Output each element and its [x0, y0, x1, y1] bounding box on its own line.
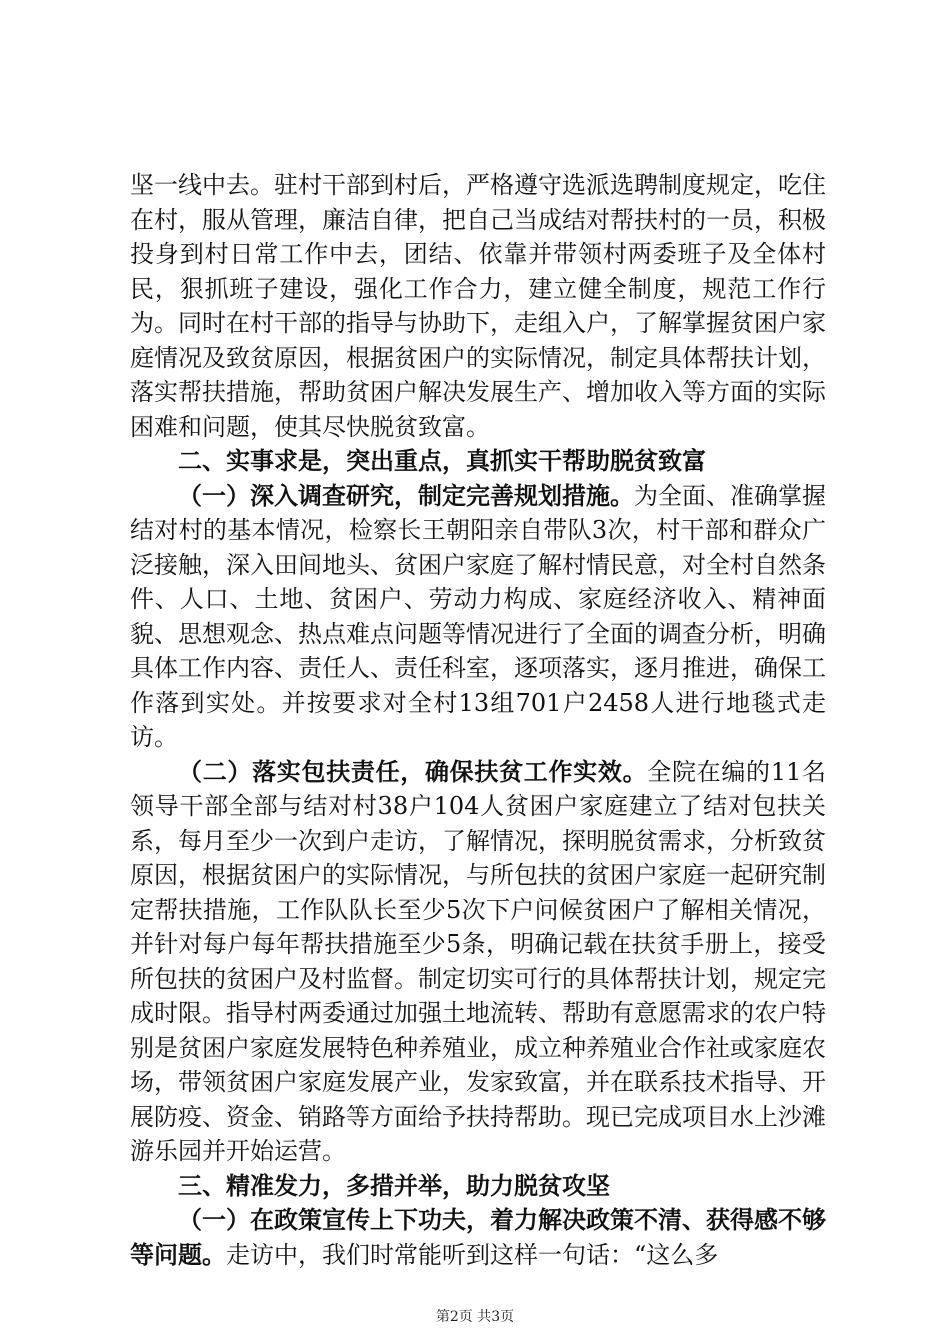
page-footer: 第2页 共3页 — [435, 1309, 515, 1325]
paragraph-3-1 — [130, 1203, 826, 1272]
paragraph-1 — [130, 168, 826, 444]
paragraph-3-1-heading: （一）在政策宣传上下功夫，着力解决政策不清、获得感不够等问题。 — [130, 1205, 826, 1269]
paragraph-2-2-text: 全院在编的11名领导干部全部与结对村38户104人贫困户家庭建立了结对包扶关系，每月至少一次到户走访，了解情况，探明脱贫需求，分析致贫原因，根据贫困户的实际情况，与所包扶的贫困户家庭一起研究制定帮扶措施，工作队队长至少5次下户问候贫困户了解相关情况，并针对每户每年帮扶措施至少5条，明确记载在扶贫手册上，接受所包扶的贫困户及村监督。制定切实可行的具体帮扶计划，规定完成时限。指导村两委通过加强土地流转、帮助有意愿需求的农户特别是贫困户家庭发展特色种养殖业，成立种养殖业合作社或家庭农场，带领贫困户家庭发展产业，发家致富，并在联系技术指导、开展防疫、资金、销路等方面给予扶持帮助。现已完成项目水上沙滩游乐园并开始运营。 — [130, 757, 826, 1165]
section-heading-2-text: 二、实事求是，突出重点，真抓实干帮助脱贫致富 — [178, 446, 706, 475]
paragraph-2-1-heading: （一）深入调查研究，制定完善规划措施。 — [178, 480, 634, 510]
paragraph-2-1-text: 为全面、准确掌握结对村的基本情况，检察长王朝阳亲自带队3次，村干部和群众广泛接触，深入田间地头、贫困户家庭了解村情民意，对全村自然条件、人口、土地、贫困户、劳动力构成、家庭经济收入、精神面貌、思想观念、热点难点问题等情况进行了全面的调查分析，明确具体工作内容、责任人、责任科室，逐项落实，逐月推进，确保工作落到实处。并按要求对全村13组701户2458人进行地毯式走访。 — [130, 481, 826, 751]
section-heading-3 — [130, 1169, 826, 1204]
paragraph-1-text: 坚一线中去。驻村干部到村后，严格遵守选派选聘制度规定，吃住在村，服从管理，廉洁自律，把自己当成结对帮扶村的一员，积极投身到村日常工作中去，团结、依靠并带领村两委班子及全体村民，狠抓班子建设，强化工作合力，建立健全制度，规范工作行为。同时在村干部的指导与协助下，走组入户，了解掌握贫困户家庭情况及致贫原因，根据贫困户的实际情况，制定具体帮扶计划，落实帮扶措施，帮助贫困户解决发展生产、增加收入等方面的实际困难和问题，使其尽快脱贫致富。 — [130, 171, 826, 441]
section-heading-3-text: 三、精准发力，多措并举，助力脱贫攻坚 — [178, 1170, 610, 1200]
document-body — [130, 168, 826, 1272]
paragraph-3-1-text: 走访中，我们时常能听到这样一句话：“这么多 — [226, 1240, 719, 1269]
paragraph-2-1 — [130, 479, 826, 755]
section-heading-2 — [130, 444, 826, 479]
paragraph-2-2-heading: （二）落实包扶责任，确保扶贫工作实效。 — [178, 756, 648, 786]
paragraph-2-2 — [130, 755, 826, 1169]
